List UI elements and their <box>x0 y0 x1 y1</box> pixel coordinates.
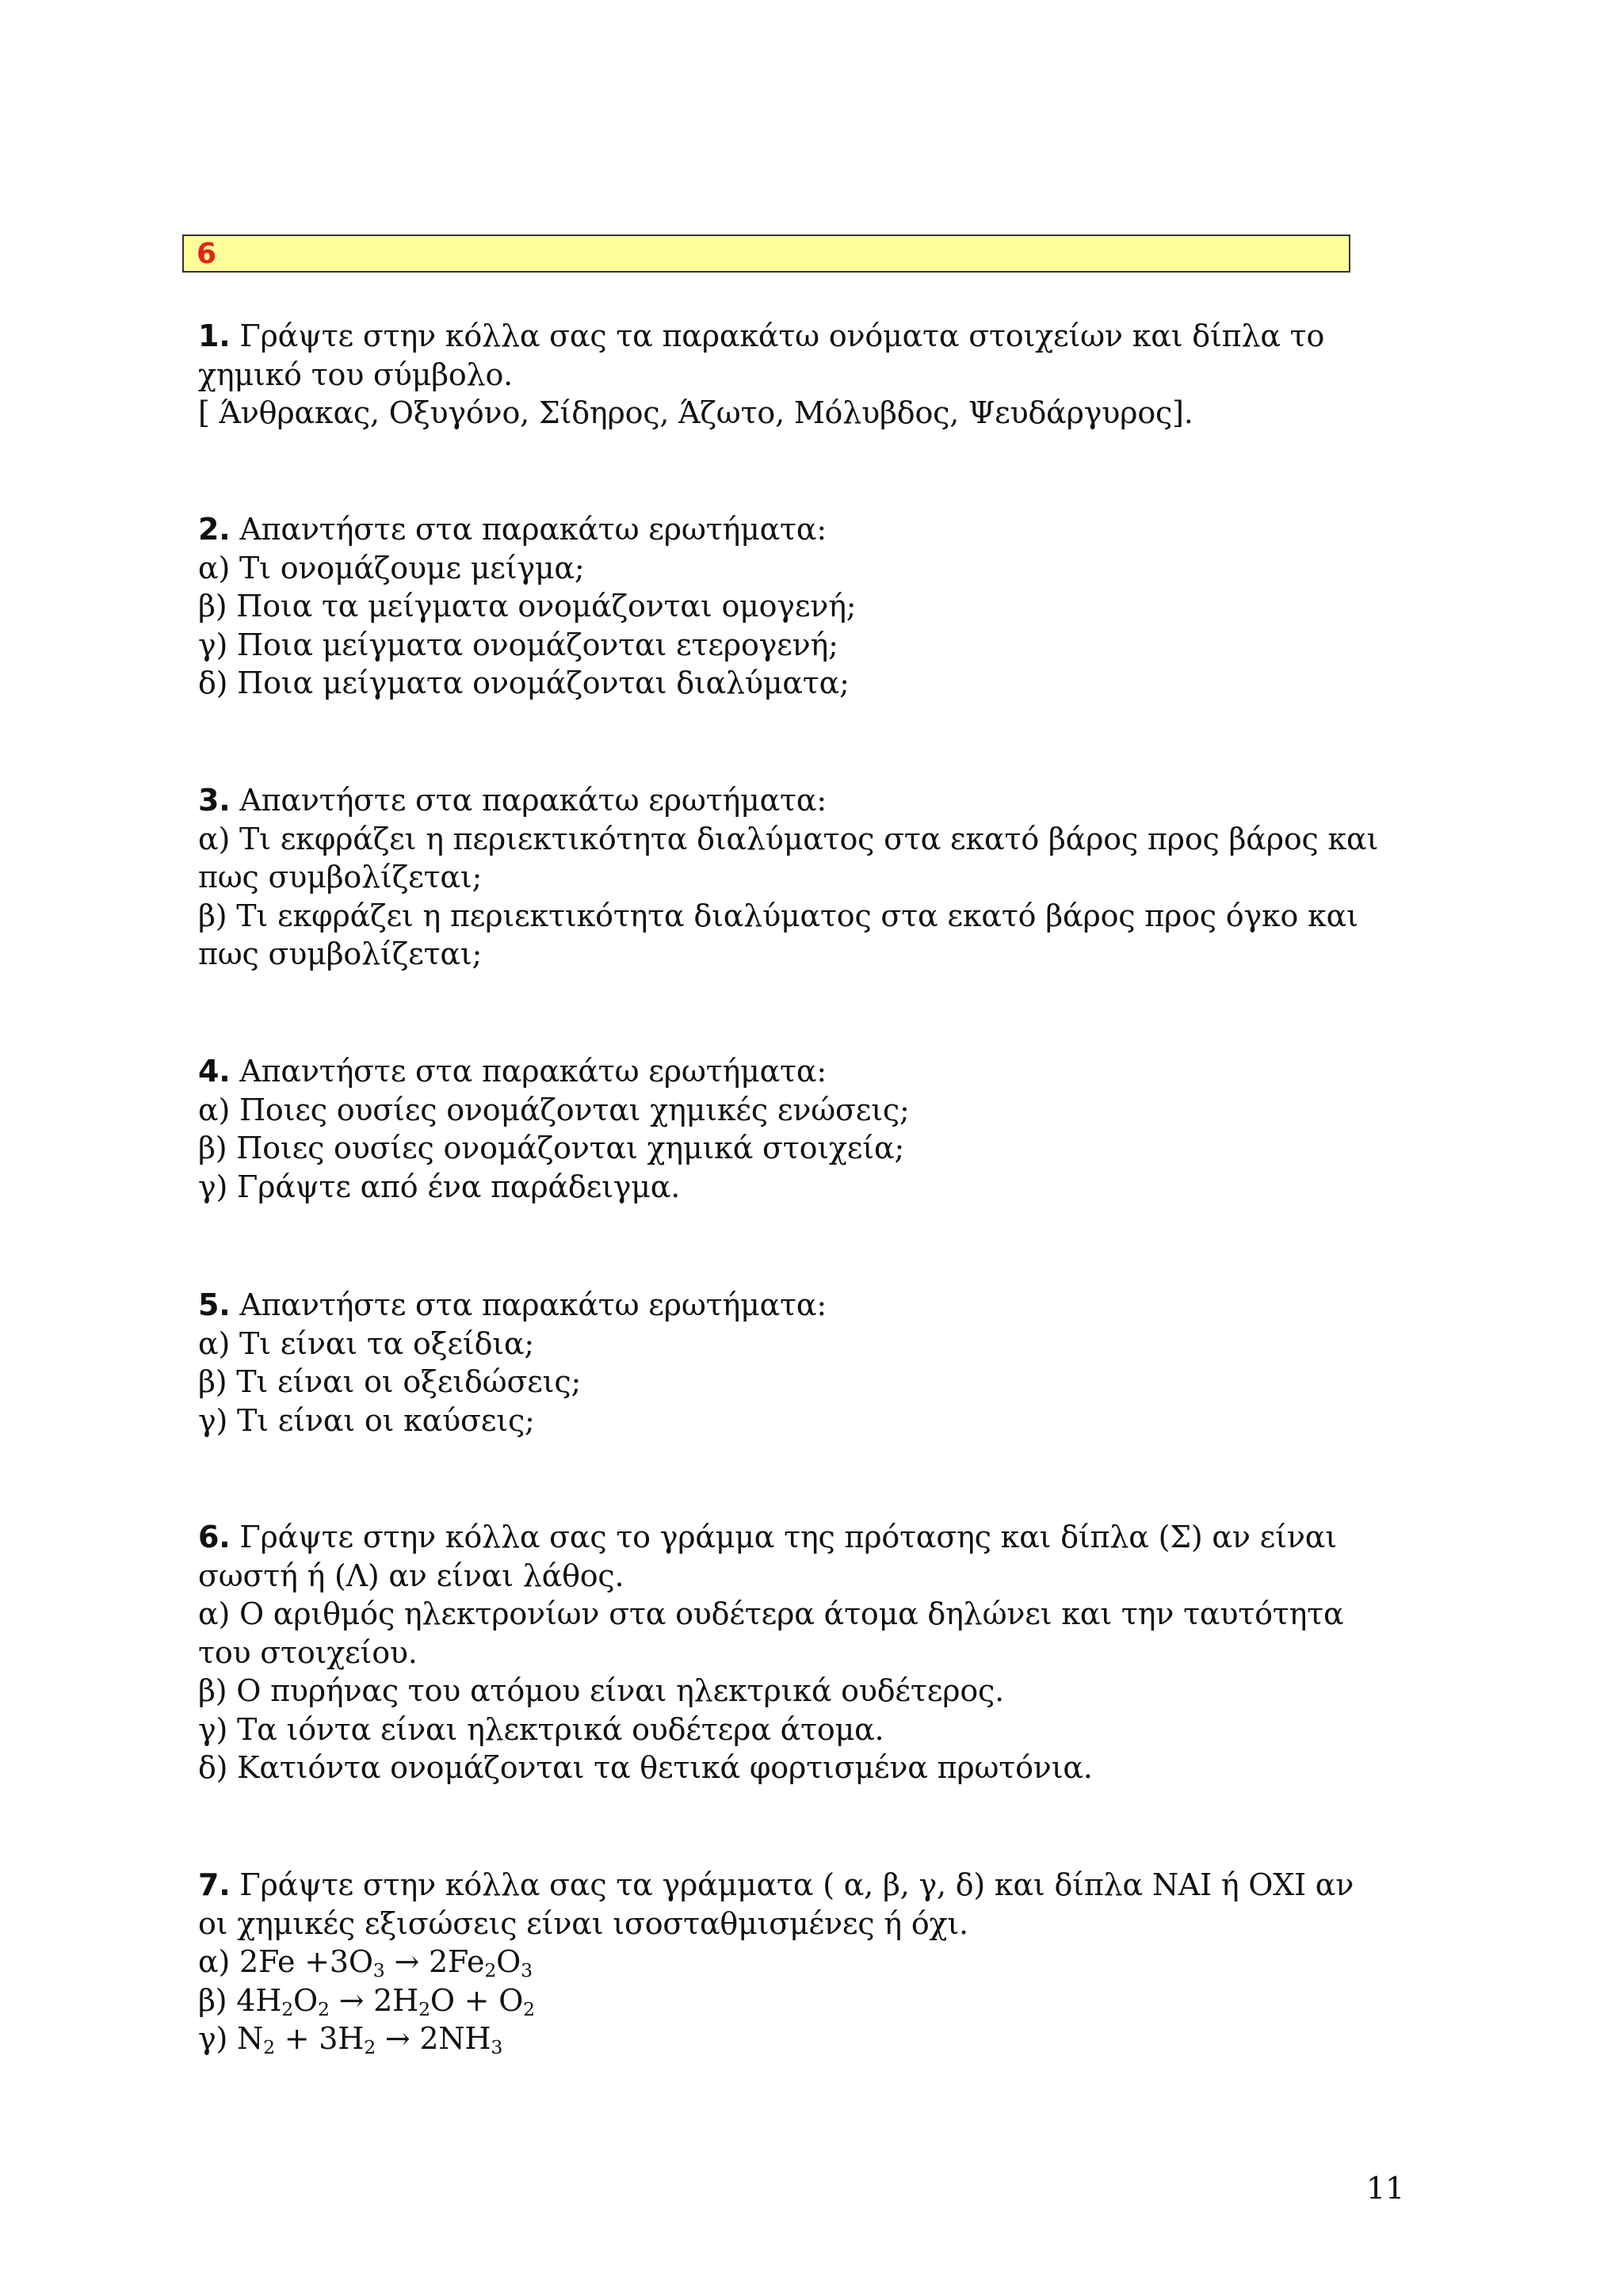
question-line: 2. Απαντήστε στα παρακάτω ερωτήματα: <box>198 512 827 547</box>
question-line: [ Άνθρακας, Οξυγόνο, Σίδηρος, Άζωτο, Μόλυβδος, Ψευδάργυρος]. <box>198 395 1193 430</box>
chemical-equation: β) $4H_2O_2 \to 2H_2O + O_2$ <box>198 1982 535 2020</box>
question-number: 2. <box>198 512 231 547</box>
question-line: δ) Κατιόντα ονομάζονται τα θετικά φορτισμένα πρωτόνια. <box>198 1750 1093 1785</box>
question-line: α) Τι είναι τα οξείδια; <box>198 1325 535 1361</box>
page-number: 11 <box>1366 2171 1405 2206</box>
question-1 <box>198 317 1434 433</box>
question-line: χημικό του σύμβολο. <box>198 357 513 392</box>
question-line: 5. Απαντήστε στα παρακάτω ερωτήματα: <box>198 1287 827 1322</box>
question-number: 3. <box>198 783 231 818</box>
question-line: β) Τι είναι οι οξειδώσεις; <box>198 1364 582 1399</box>
question-line: α) Τι εκφράζει η περιεκτικότητα διαλύματος στα εκατό βάρος προς βάρος και <box>198 821 1379 856</box>
question-line: 6. Γράψτε στην κόλλα σας το γράμμα της πρότασης και δίπλα (Σ) αν είναι <box>198 1520 1337 1554</box>
question-5 <box>198 1286 1434 1440</box>
question-2 <box>198 510 1434 703</box>
question-line: β) Ποια τα μείγματα ονομάζονται ομογενή; <box>198 589 857 624</box>
section-header-box <box>182 235 1350 273</box>
question-3 <box>198 781 1434 974</box>
question-line: 1. Γράψτε στην κόλλα σας τα παρακάτω ονόματα στοιχείων και δίπλα το <box>198 318 1325 353</box>
question-line: γ) Γράψτε από ένα παράδειγμα. <box>198 1169 681 1204</box>
question-line: 7. Γράψτε στην κόλλα σας τα γράμματα ( α, β, γ, δ) και δίπλα ΝΑΙ ή ΟΧΙ αν <box>198 1867 1354 1902</box>
question-line: γ) Ποια μείγματα ονομάζονται ετερογενή; <box>198 627 838 662</box>
question-line: α) Τι ονομάζουμε μείγμα; <box>198 550 585 585</box>
chemical-equation: γ) $N_2 + 3H_2 \to 2NH_3$ <box>198 2021 503 2058</box>
question-line: β) Ποιες ουσίες ονομάζονται χημικά στοιχεία; <box>198 1131 905 1165</box>
question-line: πως συμβολίζεται; <box>198 860 483 894</box>
question-line: πως συμβολίζεται; <box>198 936 483 971</box>
question-line: δ) Ποια μείγματα ονομάζονται διαλύματα; <box>198 666 850 700</box>
question-line: 3. Απαντήστε στα παρακάτω ερωτήματα: <box>198 783 827 818</box>
question-number: 4. <box>198 1054 231 1089</box>
question-number: 5. <box>198 1287 231 1322</box>
question-line: γ) Τι είναι οι καύσεις; <box>198 1402 535 1438</box>
question-line: οι χημικές εξισώσεις είναι ισοσταθμισμένες ή όχι. <box>198 1905 968 1941</box>
question-number: 1. <box>198 318 231 353</box>
question-4 <box>198 1052 1434 1206</box>
chemical-equation: α) $2Fe +3O_3 \to 2Fe_2O_3$ <box>198 1944 533 1981</box>
question-line: β) Τι εκφράζει η περιεκτικότητα διαλύματος στα εκατό βάρος προς όγκο και <box>198 898 1358 933</box>
question-line: 4. Απαντήστε στα παρακάτω ερωτήματα: <box>198 1054 827 1089</box>
question-line: γ) Τα ιόντα είναι ηλεκτρικά ουδέτερα άτομα. <box>198 1711 884 1747</box>
question-line: του στοιχείου. <box>198 1634 418 1670</box>
question-line: σωστή ή (Λ) αν είναι λάθος. <box>198 1558 624 1593</box>
question-7 <box>198 1866 1434 2058</box>
question-line: α) Ποιες ουσίες ονομάζονται χημικές ενώσεις; <box>198 1092 910 1127</box>
question-6 <box>198 1518 1434 1787</box>
question-line: α) Ο αριθμός ηλεκτρονίων στα ουδέτερα άτομα δηλώνει και την ταυτότητα <box>198 1596 1344 1631</box>
question-number: 6. <box>198 1520 231 1554</box>
question-number: 7. <box>198 1867 231 1902</box>
question-line: β) Ο πυρήνας του ατόμου είναι ηλεκτρικά ουδέτερος. <box>198 1673 1005 1708</box>
section-number: 6 <box>197 238 217 270</box>
